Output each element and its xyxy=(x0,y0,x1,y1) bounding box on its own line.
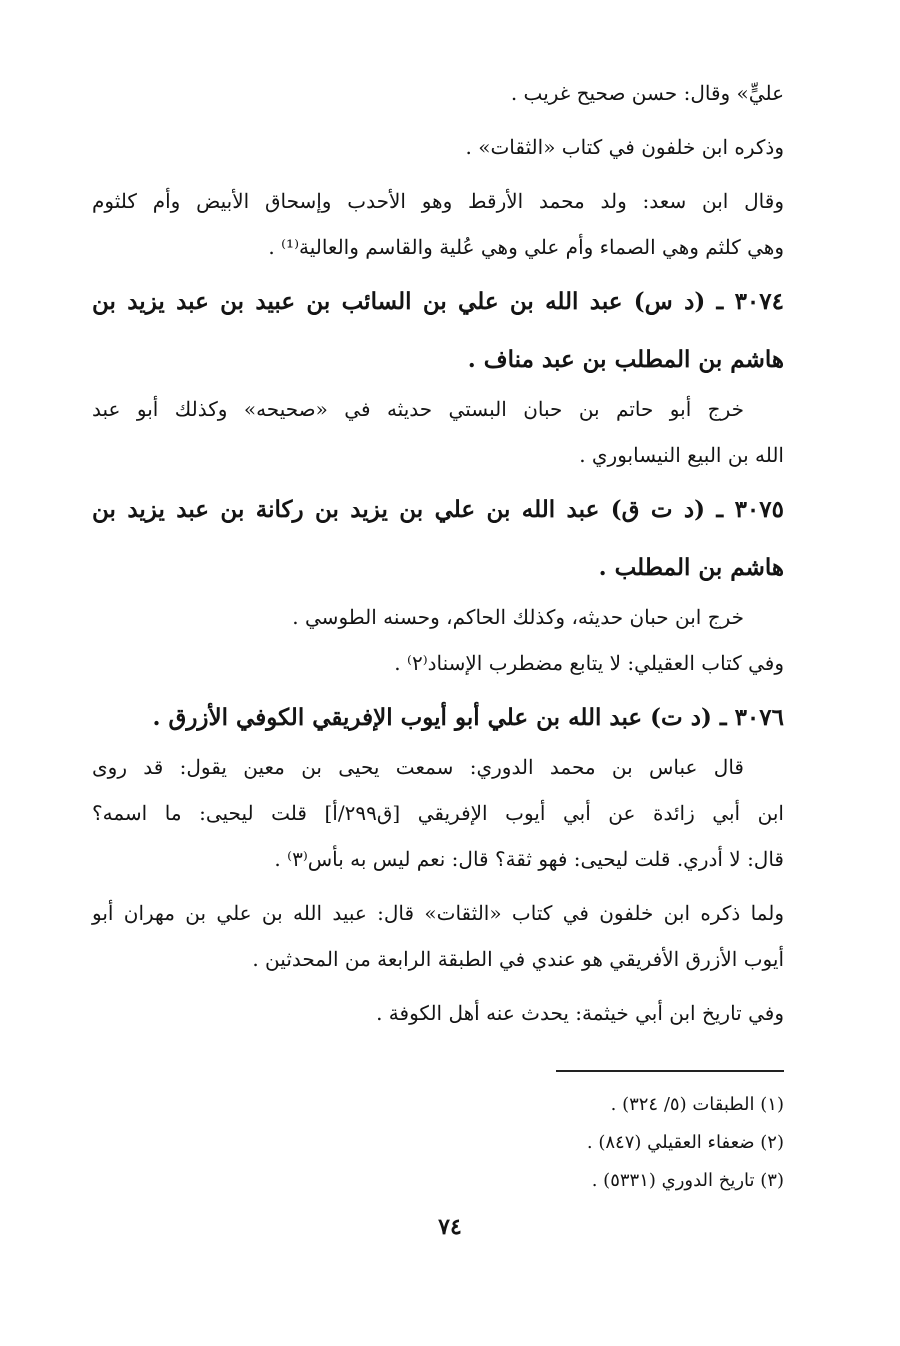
footnote-3: (٣) تاريخ الدوري (٥٣٣١) . xyxy=(591,1170,784,1191)
text-line: خرج ابن حبان حديثه، وكذلك الحاكم، وحسنه الطوسي . xyxy=(292,605,744,629)
text-line: عليٍّ» وقال: حسن صحيح غريب . xyxy=(510,81,784,105)
text-line: وهي كلثم وهي الصماء وأم علي وهي عُلية والقاسم والعالية⁽¹⁾ . xyxy=(268,235,784,259)
entry-heading-3076: ٣٠٧٦ ـ (د ت) عبد الله بن علي أبو أيوب الإفريقي الكوفي الأزرق . xyxy=(152,704,784,731)
entry-heading-3074-cont: هاشم بن المطلب بن عبد مناف . xyxy=(467,346,784,373)
page-number: ٧٤ xyxy=(438,1214,462,1240)
text-line: وفي كتاب العقيلي: لا يتابع مضطرب الإسناد⁽٢⁾ . xyxy=(394,651,784,675)
text-line: ابن أبي زائدة عن أبي أيوب الإفريقي [ق٢٩٩/أ] قلت ليحيى: ما اسمه؟ xyxy=(92,801,784,825)
text-line: ولما ذكره ابن خلفون في كتاب «الثقات» قال: عبيد الله بن علي بن مهران أبو xyxy=(92,901,784,925)
text-line: وفي تاريخ ابن أبي خيثمة: يحدث عنه أهل الكوفة . xyxy=(376,1001,784,1025)
footnote-1: (١) الطبقات (٥/ ٣٢٤) . xyxy=(610,1094,784,1115)
text-line: وقال ابن سعد: ولد محمد الأرقط وهو الأحدب وإسحاق الأبيض وأم كلثوم xyxy=(92,189,784,213)
text-line: أيوب الأزرق الأفريقي هو عندي في الطبقة الرابعة من المحدثين . xyxy=(252,947,784,971)
entry-heading-3074: ٣٠٧٤ ـ (د س) عبد الله بن علي بن السائب بن عبيد بن عبد يزيد بن xyxy=(92,288,784,315)
text-line: قال: لا أدري. قلت ليحيى: فهو ثقة؟ قال: نعم ليس به بأس⁽٣⁾ . xyxy=(274,847,784,871)
text-line: وذكره ابن خلفون في كتاب «الثقات» . xyxy=(465,135,784,159)
text-line: قال عباس بن محمد الدوري: سمعت يحيى بن معين يقول: قد روى xyxy=(92,755,744,779)
text-line: الله بن البيع النيسابوري . xyxy=(579,443,784,467)
text-line: خرج أبو حاتم بن حبان البستي حديثه في «صحيحه» وكذلك أبو عبد xyxy=(92,397,744,421)
entry-heading-3075-cont: هاشم بن المطلب . xyxy=(598,554,784,581)
entry-heading-3075: ٣٠٧٥ ـ (د ت ق) عبد الله بن علي بن يزيد بن ركانة بن عبد يزيد بن xyxy=(92,496,784,523)
footnote-2: (٢) ضعفاء العقيلي (٨٤٧) . xyxy=(586,1132,784,1153)
page-body xyxy=(92,70,784,1200)
footnote-divider xyxy=(556,1070,784,1072)
